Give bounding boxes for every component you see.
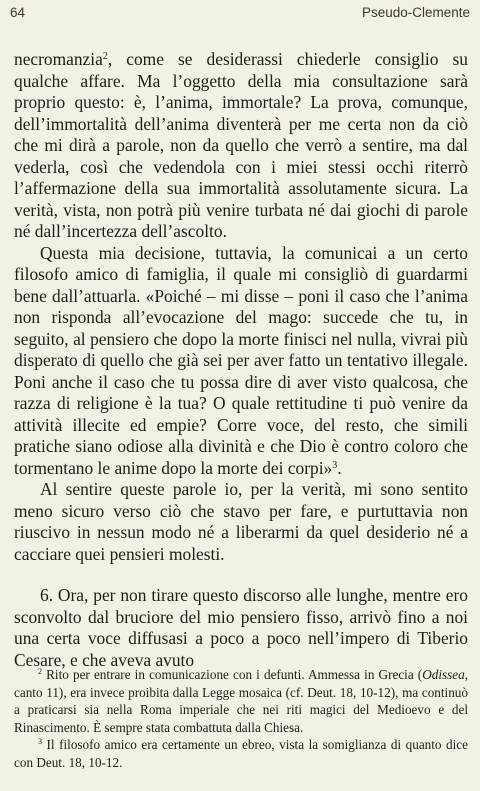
page-number: 64 [10,5,26,20]
footnote-ref-3: 3 [332,459,338,471]
paragraph-3: Al sentire queste parole io, per la verità, mi sono sentito meno sicuro verso ciò che stavo per fare, e purtuttavia non riuscivo in nessun modo né a liberarmi da quel desiderio né a cacciare quei pensieri molesti. [14,479,468,564]
running-head [10,5,470,20]
paragraph-4: 6. Ora, per non tirare questo discorso alle lunghe, mentre ero sconvolto dal bruciore del mio pensiero fisso, arrivò fino a noi una certa voce diffusasi a poco a poco nell’impero di Tiberio Cesare, e che aveva avuto [14,585,468,670]
main-text [14,49,468,671]
paragraph-1: necromanzia$^2$, come se desiderassi chiederle consiglio su qualche affare. Ma l’oggetto della mia consultazione sarà proprio questo: è, l’anima, immortale? La prova, comunque, dell’immortalità dell’anima diventerà per me certa non da ciò che mi dirà a parole, non da quello che verrò a sentire, ma dal vederla, così che vedendola con i miei stessi occhi riterrò l’affermazione della sua immortalità assolutamente sicura. La verità, vista, non potrà più venire turbata né dai giochi di parole né dall’incertezza dell’ascolto. [14,49,468,241]
footnote-ref-2: 2 [102,51,108,62]
running-title: Pseudo-Clemente [361,5,470,20]
footnote-2: $^2$ Rito per entrare in comunicazione con i defunti. Ammessa in Grecia (Odissea, canto 11), era invece proibita dalla Legge mosaica (cf. Deut. 18, 10-12), ma continuò a praticarsi sia nella Roma imperiale che nei riti magici del Medioevo e del Rinascimento. È sempre stata combattuta dalla Chiesa. [14,667,469,735]
footnote-3: $^3$ Il filosofo amico era certamente un ebreo, vista la somiglianza di quanto dice con Deut. 18, 10-12. [14,737,468,770]
paragraph-2: Questa mia decisione, tuttavia, la comunicai a un certo filosofo amico di famiglia, il quale mi consigliò di guardarmi bene dall’attuarla. «Poiché – mi disse – poni il caso che l’anima non risponda all’evocazione del mago: succede che tu, in seguito, al pensiero che dopo la morte finisci nel nulla, vivrai più disperato di quello che già sei per aver fatto un tentativo illegale. Poni anche il caso che tu possa dire di aver visto qualcosa, che razza di religione è la tua? O quale rettitudine ti può venire da attività illecite ed empie? Corre voce, del resto, che simili pratiche siano odiose alla divinità e che Dio è contro coloro che tormentano le anime dopo la morte dei corpi»$^3$. [14,242,468,478]
footnotes [14,666,468,772]
